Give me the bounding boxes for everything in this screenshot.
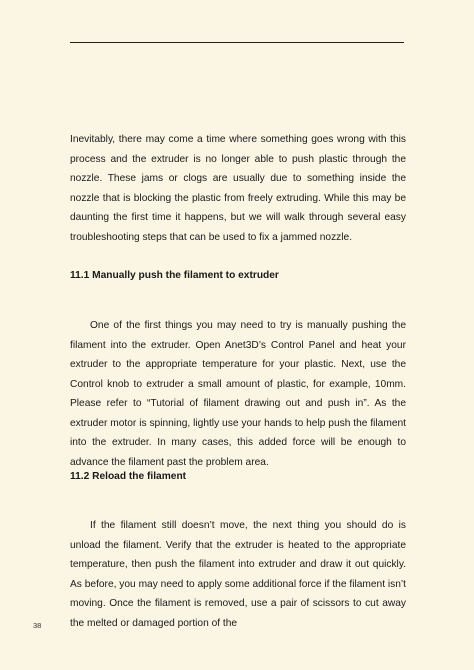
header-rule bbox=[70, 42, 404, 43]
section-11-2-text: If the filament still doesn’t move, the next thing you should do is unload the filament. Verify that the extruder is heated to the appropriate temperature, then push the filament into extruder and draw it out quickly. As before, you may need to apply some additional force if the filament isn’t moving. Once the filament is removed, use a pair of scissors to cut away the melted or damaged portion of the bbox=[70, 520, 406, 629]
section-11-2-paragraph bbox=[70, 516, 406, 633]
page-number: 38 bbox=[33, 621, 42, 630]
section-11-1-paragraph bbox=[70, 316, 406, 472]
section-11-1-text: One of the first things you may need to try is manually pushing the filament into the extruder. Open Anet3D’s Control Panel and heat your extruder to the appropriate temperature for your plastic. Next, use the Control knob to extruder a small amount of plastic, for example, 10mm. Please refer to “Tutorial of filament drawing out and push in”. As the extruder motor is spinning, lightly use your hands to help push the filament into the extruder. In many cases, this added force will be enough to advance the filament past the problem area. bbox=[70, 320, 406, 468]
section-heading-11-1: 11.1 Manually push the filament to extruder bbox=[70, 270, 279, 281]
section-heading-11-2: 11.2 Reload the filament bbox=[70, 471, 187, 482]
intro-paragraph: Inevitably, there may come a time where something goes wrong with this process and the extruder is no longer able to push plastic through the nozzle. These jams or clogs are usually due to something inside the nozzle that is blocking the plastic from freely extruding. While this may be daunting the first time it happens, but we will walk through several easy troubleshooting steps that can be used to fix a jammed nozzle. bbox=[70, 134, 406, 243]
